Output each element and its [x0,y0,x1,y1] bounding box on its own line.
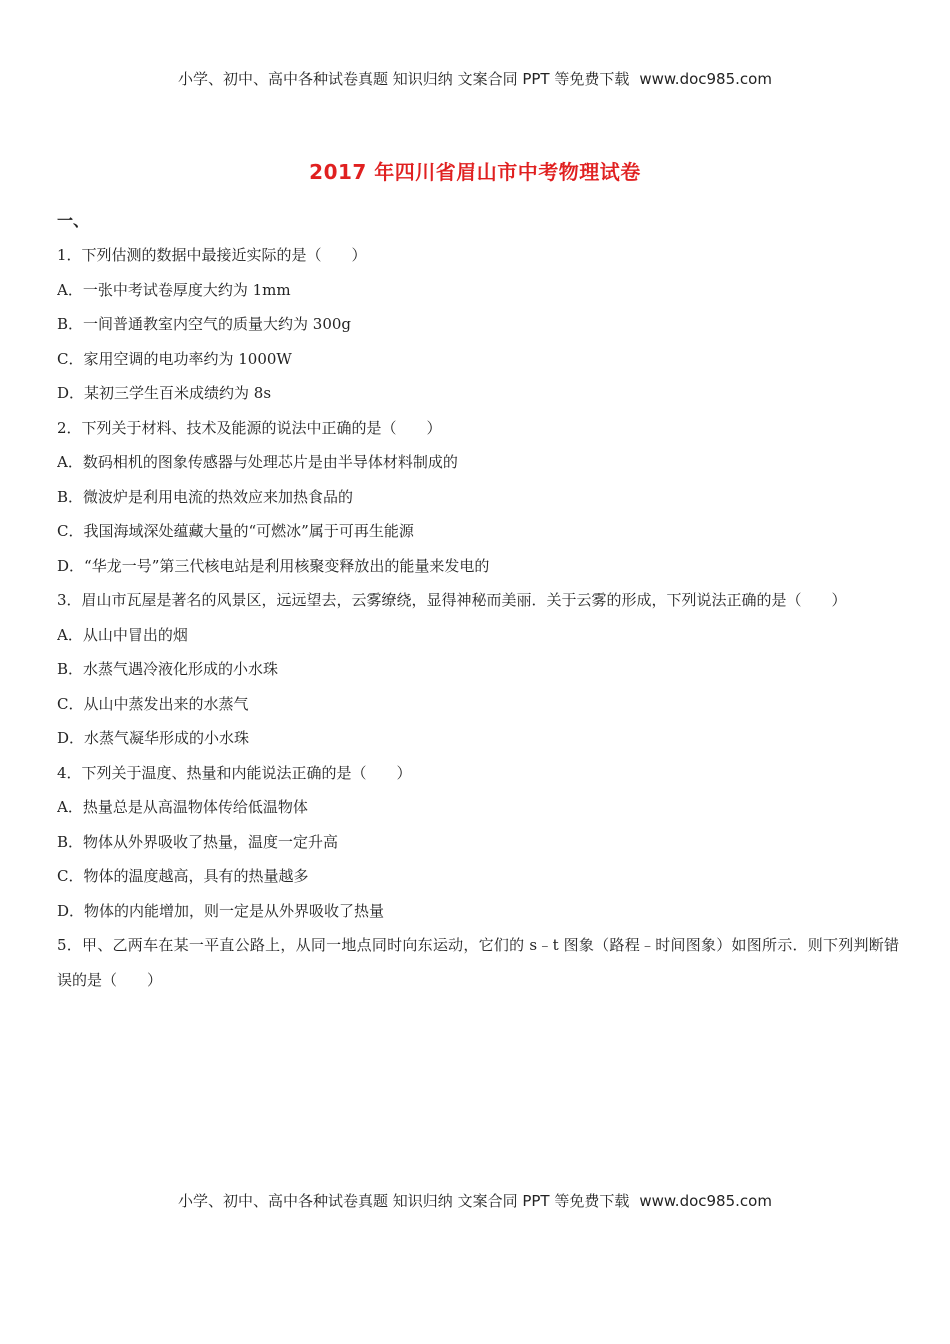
question-option: B．微波炉是利用电流的热效应来加热食品的 [57,487,354,506]
header-text: 小学、初中、高中各种试卷真题 知识归纳 文案合同 PPT 等免费下载 [178,70,630,88]
document-title: 2017 年四川省眉山市中考物理试卷 [309,160,641,184]
question-option: D．物体的内能增加，则一定是从外界吸收了热量 [57,901,385,920]
question-stem: 2．下列关于材料、技术及能源的说法中正确的是（ ） [57,418,442,437]
header-site-link[interactable]: www.doc985.com [639,70,772,88]
question-option: A．数码相机的图象传感器与处理芯片是由半导体材料制成的 [57,453,458,471]
question-stem: 1．下列估测的数据中最接近实际的是（ ） [57,246,367,264]
question-option: A．从山中冒出的烟 [57,625,188,644]
question-option: C．物体的温度越高，具有的热量越多 [57,867,309,885]
question-stem: 5．甲、乙两车在某一平直公路上，从同一地点同时向东运动，它们的 s﹣t 图象（路程﹣时间图象）如图所示．则下列判断错误的是（ ） [57,936,899,989]
question-option: D．某初三学生百米成绩约为 8s [57,384,272,402]
page-footer [0,1190,950,1211]
question-list [57,238,899,997]
question-stem: 4．下列关于温度、热量和内能说法正确的是（ ） [57,763,412,782]
question-option: D．“华龙一号”第三代核电站是利用核聚变释放出的能量来发电的 [57,556,490,575]
question-option: B．水蒸气遇冷液化形成的小水珠 [57,660,279,678]
footer-site-link[interactable]: www.doc985.com [639,1192,772,1210]
question-option: A．一张中考试卷厚度大约为 1mm [57,280,291,299]
question-option: A．热量总是从高温物体传给低温物体 [57,798,308,816]
question-option: C．从山中蒸发出来的水蒸气 [57,694,249,713]
question-option: B．物体从外界吸收了热量，温度一定升高 [57,832,339,851]
section-heading: 一、 [57,211,90,230]
question-stem: 3．眉山市瓦屋是著名的风景区，远远望去，云雾缭绕，显得神秘而美丽．关于云雾的形成，下列说法正确的是（ ） [57,591,847,609]
question-option: B．一间普通教室内空气的质量大约为 300g [57,315,352,333]
question-option: C．家用空调的电功率约为 1000W [57,349,292,368]
question-option: D．水蒸气凝华形成的小水珠 [57,729,250,747]
footer-text: 小学、初中、高中各种试卷真题 知识归纳 文案合同 PPT 等免费下载 [178,1192,630,1210]
page-header [0,68,950,89]
question-option: C．我国海域深处蕴藏大量的“可燃冰”属于可再生能源 [57,522,414,540]
